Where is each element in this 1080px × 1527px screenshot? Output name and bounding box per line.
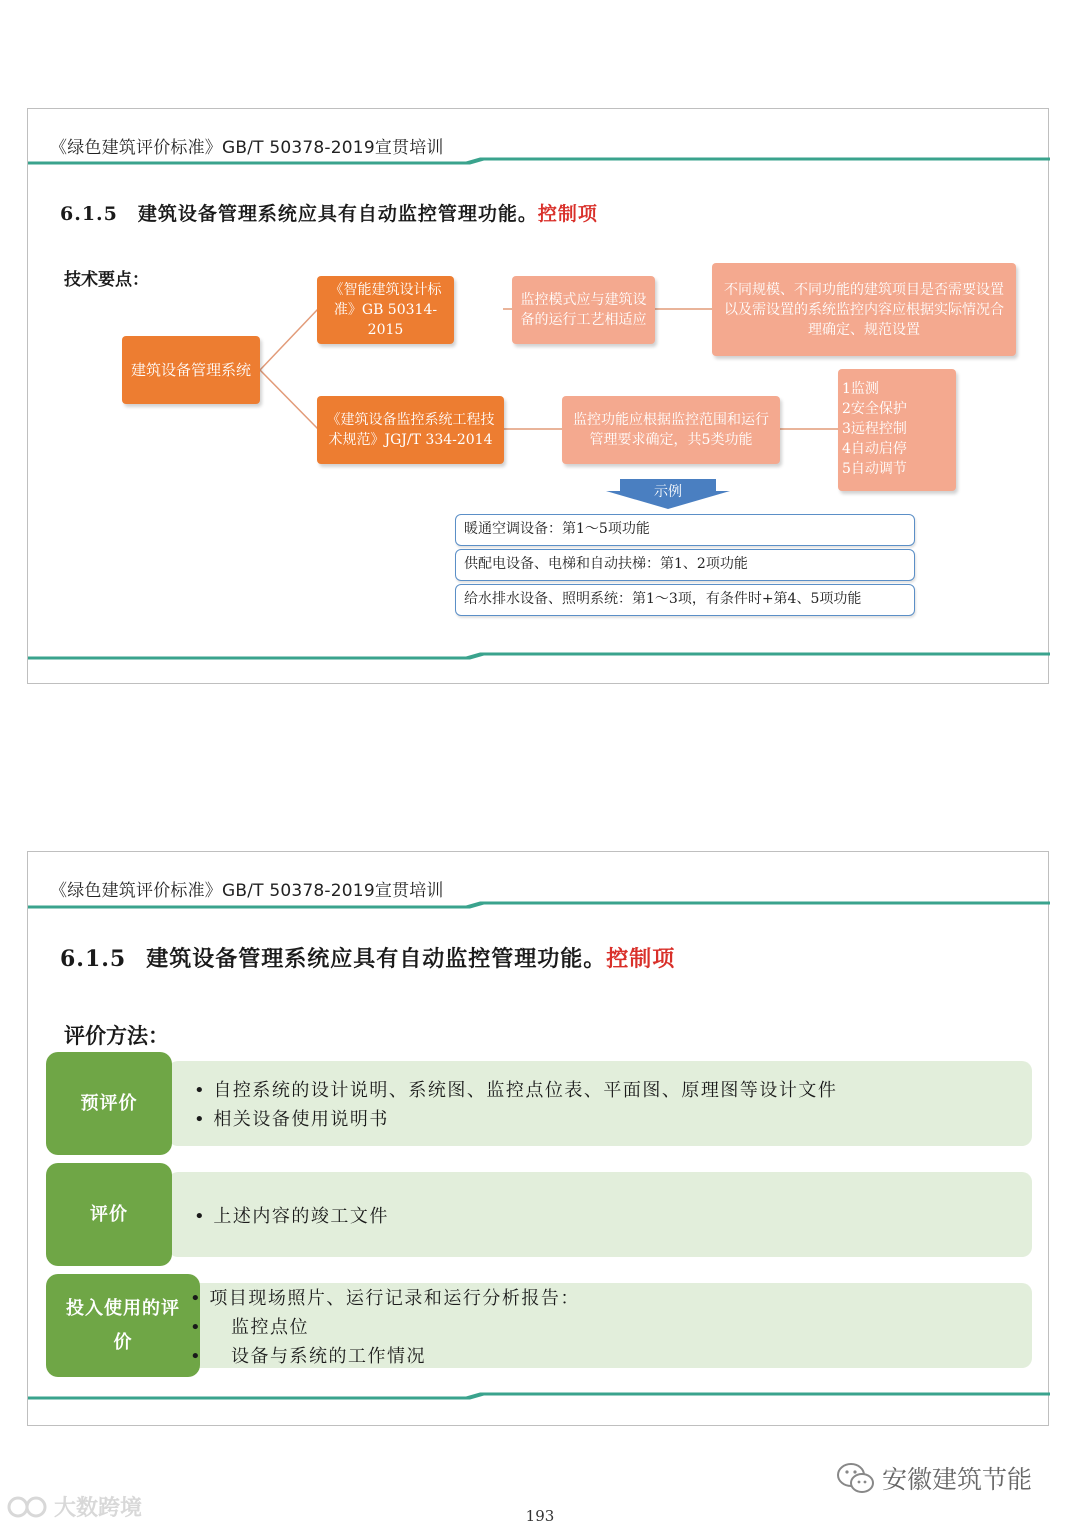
watermark-text: 大数跨境 bbox=[54, 1496, 143, 1521]
example-row: 供配电设备、电梯和自动扶梯：第1、2项功能 bbox=[455, 549, 915, 581]
slide-evaluation-method bbox=[27, 851, 1049, 1426]
eval-row-bg-pre-evaluation bbox=[168, 1061, 1032, 1146]
clause-text: 建筑设备管理系统应具有自动监控管理功能。 bbox=[146, 946, 607, 972]
clause-title bbox=[60, 942, 675, 973]
clause-text: 建筑设备管理系统应具有自动监控管理功能。 bbox=[137, 203, 538, 225]
footer-rule bbox=[28, 1392, 1050, 1400]
eval-line: • 监控点位 bbox=[190, 1317, 310, 1338]
control-item-tag: 控制项 bbox=[606, 946, 676, 972]
function-item: 3远程控制 bbox=[842, 421, 907, 437]
header-rule bbox=[28, 901, 1050, 909]
slide-header: 《绿色建筑评价标准》GB/T 50378-2019宣贯培训 bbox=[50, 138, 444, 158]
requirement-node-monitoring-mode bbox=[512, 276, 655, 344]
requirement-label-reasonable-setting: 不同规模、不同功能的建筑项目是否需要设置以及需设置的系统监控内容应根据实际情况合理确定、规范设置 bbox=[724, 281, 1004, 338]
evaluation-method-label: 评价方法： bbox=[64, 1023, 169, 1048]
example-label: 示例 bbox=[654, 484, 682, 500]
eval-tag-evaluation bbox=[46, 1163, 172, 1266]
page-number: 193 bbox=[525, 1507, 555, 1525]
eval-tag-label: 投入使用的评价 bbox=[66, 1297, 180, 1353]
technical-points-label: 技术要点： bbox=[64, 270, 149, 290]
function-list-node bbox=[838, 369, 956, 491]
wechat-brand bbox=[836, 1460, 1032, 1496]
requirement-label-monitoring-mode: 监控模式应与建筑设备的运行工艺相适应 bbox=[520, 292, 647, 328]
function-item: 1监测 bbox=[842, 381, 879, 397]
standard-node-gb50314 bbox=[317, 276, 454, 344]
slide-header: 《绿色建筑评价标准》GB/T 50378-2019宣贯培训 bbox=[50, 881, 444, 901]
eval-line: • 相关设备使用说明书 bbox=[194, 1109, 389, 1130]
root-node bbox=[122, 336, 260, 404]
clause-number: 6.1.5 bbox=[60, 946, 127, 972]
clause-number: 6.1.5 bbox=[60, 203, 118, 225]
eval-tag-operational-evaluation bbox=[46, 1274, 200, 1377]
eval-tag-label: 预评价 bbox=[80, 1092, 138, 1114]
requirement-node-five-functions bbox=[562, 396, 780, 464]
eval-tag-label: 评价 bbox=[90, 1203, 128, 1225]
function-item: 4自动启停 bbox=[842, 441, 907, 457]
standard-node-jgjt334 bbox=[317, 396, 504, 464]
function-item: 2安全保护 bbox=[842, 401, 907, 417]
eval-line: • 上述内容的竣工文件 bbox=[194, 1206, 389, 1227]
requirement-node-reasonable-setting bbox=[712, 263, 1016, 356]
brand-name: 安徽建筑节能 bbox=[882, 1465, 1033, 1494]
root-node-label: 建筑设备管理系统 bbox=[130, 361, 251, 379]
example-row: 给水排水设备、照明系统：第1～3项，有条件时+第4、5项功能 bbox=[455, 584, 915, 616]
eval-line: • 项目现场照片、运行记录和运行分析报告： bbox=[190, 1288, 580, 1309]
example-row: 暖通空调设备：第1～5项功能 bbox=[455, 514, 915, 546]
standard-label-jgjt334: 《建筑设备监控系统工程技术规范》JGJ/T 334-2014 bbox=[326, 412, 495, 448]
slide-technical-points bbox=[27, 108, 1049, 684]
standard-label-gb50314: 《智能建筑设计标准》GB 50314-2015 bbox=[329, 282, 442, 338]
eval-tag-pre-evaluation bbox=[46, 1052, 172, 1155]
wechat-icon bbox=[836, 1461, 876, 1495]
example-arrow bbox=[606, 479, 730, 509]
requirement-label-five-functions: 监控功能应根据监控范围和运行管理要求确定，共5类功能 bbox=[573, 412, 769, 448]
eval-line: • 设备与系统的工作情况 bbox=[190, 1346, 427, 1367]
footer-rule bbox=[28, 652, 1050, 660]
control-item-tag: 控制项 bbox=[537, 203, 598, 225]
function-item: 5自动调节 bbox=[842, 461, 907, 477]
eval-line: • 自控系统的设计说明、系统图、监控点位表、平面图、原理图等设计文件 bbox=[194, 1080, 838, 1101]
